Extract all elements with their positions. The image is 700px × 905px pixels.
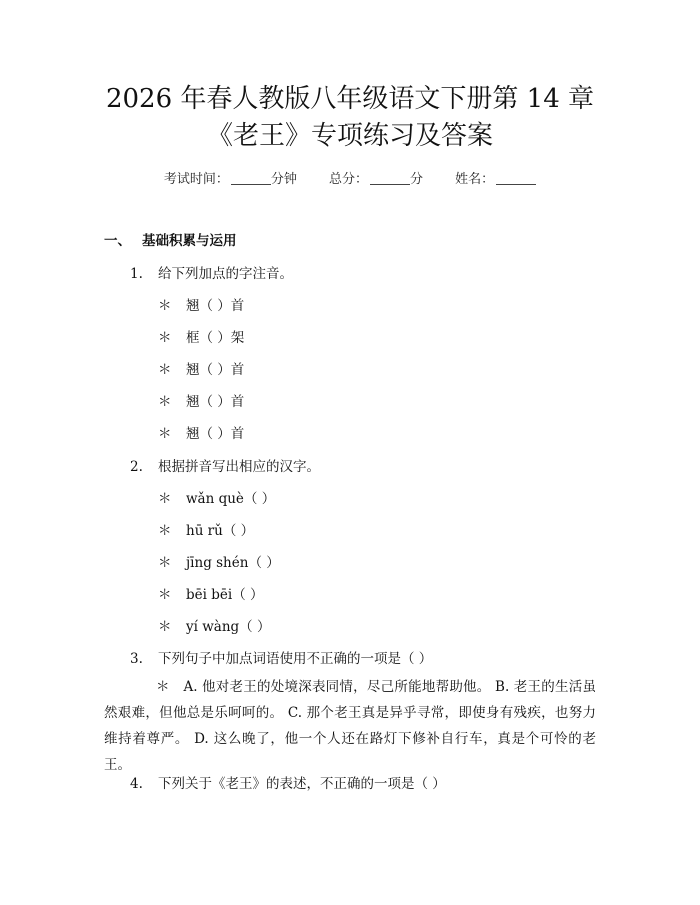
exam-time-blank[interactable] [231,172,271,185]
list-item-text: 翘（ ）首 [186,362,245,378]
question-prompt: 给下列加点的字注音。 [158,266,293,282]
exam-meta [0,168,700,187]
bullet-icon: ＊ [158,491,172,507]
question-prompt: 下列句子中加点词语使用不正确的一项是（ ） [158,651,433,667]
bullet-icon: ＊ [158,330,172,346]
question-number: 1. [130,266,143,282]
list-item-text: yí wàng（ ） [186,619,271,635]
question-4 [130,772,446,792]
list-item-text: 框（ ）架 [186,330,245,346]
name-label: 姓名： [455,172,495,187]
name-field [455,172,536,187]
bullet-icon: ＊ [158,298,172,314]
name-blank[interactable] [496,172,536,185]
question-3 [130,647,432,667]
total-score-blank[interactable] [370,172,410,185]
total-score-unit: 分 [410,172,424,187]
list-item [158,422,244,442]
bullet-icon: ＊ [158,394,172,410]
bullet-icon: ＊ [158,426,172,442]
list-item [158,487,275,507]
total-score-field [329,172,427,187]
bullet-icon: ＊ [158,587,172,603]
list-item [158,583,263,603]
list-item-text: 翘（ ）首 [186,298,245,314]
exam-time-label: 考试时间： [163,172,229,187]
question-3-options: ＊ A. 他对老王的处境深表同情，尽己所能地帮助他。 B. 老王的生活虽然艰难，但他总是乐呵呵的。 C. 那个老王真是异乎寻常，即使身有残疾，也努力维持着尊严。 D. 这么晚了，他一个人还在路灯下修补自行车，真是个可怜的老王。 [104,679,596,773]
page-title-line2: 《老王》专项练习及答案 [206,121,493,151]
question-number: 3. [130,651,143,667]
bullet-icon: ＊ [158,555,172,571]
bullet-icon: ＊ [158,523,172,539]
list-item-text: hū rǔ（ ） [186,523,255,539]
exam-time-field [164,172,301,187]
list-item [158,326,244,346]
total-score-label: 总分： [328,172,368,187]
question-prompt: 根据拼音写出相应的汉字。 [158,459,320,475]
question-prompt: 下列关于《老王》的表述，不正确的一项是（ ） [158,776,446,792]
question-number: 2. [130,459,143,475]
section-number: 一、 [104,233,131,249]
list-item [158,519,254,539]
list-item [158,615,270,635]
list-item [158,294,244,314]
page-title-line1: 2026 年春人教版八年级语文下册第 14 章 [105,84,595,114]
exam-time-unit: 分钟 [270,172,297,187]
list-item-text: wǎn què（ ） [186,491,276,507]
list-item [158,358,244,378]
section-heading [104,229,237,249]
list-item [158,551,280,571]
bullet-icon: ＊ [158,619,172,635]
bullet-icon: ＊ [158,362,172,378]
question-2 [130,455,320,475]
section-title: 基础积累与运用 [142,233,237,249]
list-item-text: bēi bēi（ ） [186,587,264,603]
question-1 [130,262,293,282]
question-number: 4. [130,776,143,792]
list-item-text: 翘（ ）首 [186,394,245,410]
list-item-text: jīng shén（ ） [186,555,280,571]
list-item-text: 翘（ ）首 [186,426,245,442]
list-item [158,390,244,410]
